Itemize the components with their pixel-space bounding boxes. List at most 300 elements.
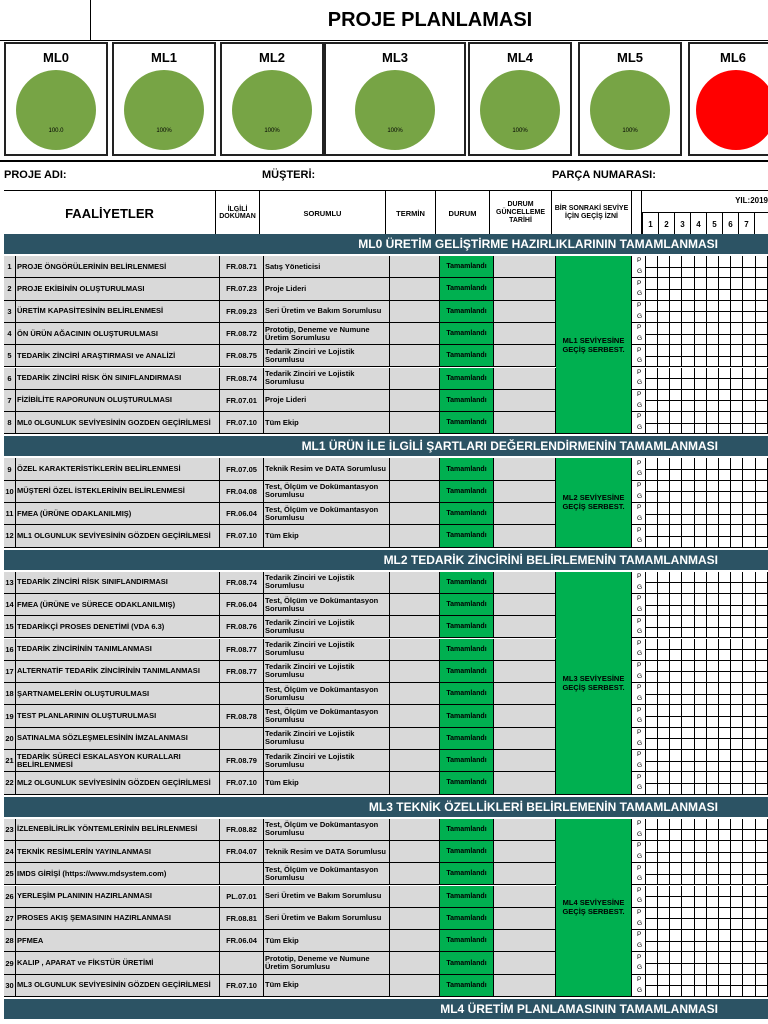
plan-label: P xyxy=(637,526,642,534)
plan-actual-cell xyxy=(636,772,646,793)
activity-cell: TEDARİK ZİNCİRİ ARAŞTIRMASI ve ANALİZİ xyxy=(16,345,220,366)
doc-cell: FR.08.74 xyxy=(220,572,264,593)
gantt-row-divider xyxy=(646,491,768,492)
responsible-cell: Tüm Ekip xyxy=(264,975,390,996)
status-cell: Tamamlandı xyxy=(440,616,494,637)
responsible-cell: Prototip, Deneme ve Numune Üretim Sorumlusu xyxy=(264,952,390,973)
table-row xyxy=(4,412,768,434)
plan-label: P xyxy=(637,324,642,332)
actual-label: G xyxy=(637,605,643,613)
activity-cell: FMEA (ÜRÜNE ve SÜRECE ODAKLANILMIŞ) xyxy=(16,594,220,615)
deadline-cell xyxy=(390,368,440,389)
status-cell: Tamamlandı xyxy=(440,683,494,704)
row-number: 7 xyxy=(4,390,16,411)
status-cell: Tamamlandı xyxy=(440,886,494,907)
doc-cell: FR.07.10 xyxy=(220,525,264,546)
responsible-cell: Seri Üretim ve Bakım Sorumlusu xyxy=(264,886,390,907)
ml-percent: 100% xyxy=(156,128,172,134)
logo-placeholder xyxy=(0,0,91,40)
deadline-cell xyxy=(390,278,440,299)
plan-label: P xyxy=(637,976,642,983)
status-cell: Tamamlandı xyxy=(440,412,494,433)
deadline-cell xyxy=(390,886,440,907)
activity-cell: ML0 OLGUNLUK SEVİYESİNİN GOZDEN GEÇİRİLMESİ xyxy=(16,412,220,433)
row-number: 5 xyxy=(4,345,16,366)
update-date-cell xyxy=(494,616,556,637)
activity-cell: MÜŞTERİ ÖZEL İSTEKLERİNİN BELİRLENMESİ xyxy=(16,481,220,502)
gantt-row-divider xyxy=(646,918,768,919)
row-number: 10 xyxy=(4,481,16,502)
plan-actual-cell xyxy=(636,975,646,996)
table-row xyxy=(4,572,768,594)
activity-cell: İZLENEBİLİRLİK YÖNTEMLERİNİN BELİRLENMESİ xyxy=(16,819,220,840)
gantt-row-divider xyxy=(646,356,768,357)
table-row xyxy=(4,639,768,661)
table-row xyxy=(4,728,768,750)
update-date-cell xyxy=(494,278,556,299)
row-number: 2 xyxy=(4,278,16,299)
plan-label: P xyxy=(637,953,642,961)
actual-label: G xyxy=(637,761,643,769)
update-date-cell xyxy=(494,481,556,502)
plan-label: P xyxy=(637,639,642,647)
ml-percent: 100.0 xyxy=(48,128,64,134)
header-update-date: DURUM GÜNCELLEME TARİHİ xyxy=(490,191,552,235)
ml-progress-circle xyxy=(590,70,670,150)
responsible-cell: Test, Ölçüm ve Dokümantasyon Sorumlusu xyxy=(264,863,390,884)
deadline-cell xyxy=(390,594,440,615)
table-row xyxy=(4,301,768,323)
update-date-cell xyxy=(494,841,556,862)
responsible-cell: Tüm Ekip xyxy=(264,930,390,951)
doc-cell: FR.09.23 xyxy=(220,301,264,322)
section-header: ML0 ÜRETİM GELİŞTİRME HAZIRLIKLARININ TAMAMLANMASI xyxy=(4,234,768,254)
plan-actual-cell xyxy=(636,819,646,840)
doc-cell: FR.07.10 xyxy=(220,975,264,996)
doc-cell: FR.08.74 xyxy=(220,368,264,389)
deadline-cell xyxy=(390,819,440,840)
project-info-row xyxy=(0,162,768,190)
doc-cell: FR.08.76 xyxy=(220,616,264,637)
customer-label: MÜŞTERİ: xyxy=(262,169,316,181)
table-row xyxy=(4,503,768,525)
status-cell: Tamamlandı xyxy=(440,750,494,771)
activity-cell: PROJE EKİBİNİN OLUŞTURULMASI xyxy=(16,278,220,299)
plan-actual-cell xyxy=(636,616,646,637)
status-cell: Tamamlandı xyxy=(440,323,494,344)
table-row xyxy=(4,256,768,278)
actual-label: G xyxy=(637,942,643,950)
actual-label: G xyxy=(637,312,643,320)
activity-cell: PROJE ÖNGÖRÜLERİNİN BELİRLENMESİ xyxy=(16,256,220,277)
table-row xyxy=(4,594,768,616)
doc-cell: FR.07.01 xyxy=(220,390,264,411)
ml-box-4 xyxy=(468,42,572,156)
gantt-row-divider xyxy=(646,985,768,986)
update-date-cell xyxy=(494,390,556,411)
row-number: 22 xyxy=(4,772,16,793)
status-cell: Tamamlandı xyxy=(440,458,494,479)
plan-actual-cell xyxy=(636,841,646,862)
plan-actual-cell xyxy=(636,930,646,951)
deadline-cell xyxy=(390,390,440,411)
part-number-label: PARÇA NUMARASI: xyxy=(552,169,656,181)
responsible-cell: Tedarik Zinciri ve Lojistik Sorumlusu xyxy=(264,572,390,593)
plan-label: P xyxy=(637,819,642,827)
actual-label: G xyxy=(637,470,643,478)
doc-cell: FR.07.05 xyxy=(220,458,264,479)
plan-label: P xyxy=(637,257,642,265)
plan-actual-cell xyxy=(636,256,646,277)
status-cell: Tamamlandı xyxy=(440,525,494,546)
plan-actual-cell xyxy=(636,481,646,502)
activity-cell: ŞARTNAMELERİN OLUŞTURULMASI xyxy=(16,683,220,704)
table-row xyxy=(4,975,768,997)
gantt-row-divider xyxy=(646,514,768,515)
doc-cell: FR.08.82 xyxy=(220,819,264,840)
update-date-cell xyxy=(494,368,556,389)
actual-label: G xyxy=(637,964,643,972)
deadline-cell xyxy=(390,525,440,546)
responsible-cell: Test, Ölçüm ve Dokümantasyon Sorumlusu xyxy=(264,705,390,726)
status-cell: Tamamlandı xyxy=(440,661,494,682)
activity-cell: ÖZEL KARAKTERİSTİKLERİN BELİRLENMESİ xyxy=(16,458,220,479)
plan-actual-cell xyxy=(636,323,646,344)
deadline-cell xyxy=(390,683,440,704)
row-number: 8 xyxy=(4,412,16,433)
responsible-cell: Teknik Resim ve DATA Sorumlusu xyxy=(264,841,390,862)
project-name-label: PROJE ADI: xyxy=(4,169,67,181)
month-header-cell: 5 xyxy=(706,213,722,235)
actual-label: G xyxy=(637,267,643,275)
update-date-cell xyxy=(494,819,556,840)
section-header: ML3 TEKNİK ÖZELLİKLERİ BELİRLEMENİN TAMAMLANMASI xyxy=(4,797,768,817)
status-cell: Tamamlandı xyxy=(440,863,494,884)
doc-cell xyxy=(220,683,264,704)
doc-cell: FR.07.10 xyxy=(220,412,264,433)
table-row xyxy=(4,886,768,908)
deadline-cell xyxy=(390,930,440,951)
update-date-cell xyxy=(494,458,556,479)
update-date-cell xyxy=(494,772,556,793)
gantt-row-divider xyxy=(646,400,768,401)
doc-cell xyxy=(220,728,264,749)
row-number: 30 xyxy=(4,975,16,996)
table-row xyxy=(4,481,768,503)
responsible-cell: Proje Lideri xyxy=(264,390,390,411)
table-row xyxy=(4,819,768,841)
responsible-cell: Test, Ölçüm ve Dokümantasyon Sorumlusu xyxy=(264,481,390,502)
gantt-row-divider xyxy=(646,423,768,424)
activity-cell: FMEA (ÜRÜNE ODAKLANILMIŞ) xyxy=(16,503,220,524)
month-header-cell: 7 xyxy=(738,213,754,235)
row-number: 20 xyxy=(4,728,16,749)
ml-box-5 xyxy=(578,42,682,156)
update-date-cell xyxy=(494,952,556,973)
plan-label: P xyxy=(637,751,642,759)
status-cell: Tamamlandı xyxy=(440,705,494,726)
plan-actual-cell xyxy=(636,503,646,524)
responsible-cell: Tedarik Zinciri ve Lojistik Sorumlusu xyxy=(264,345,390,366)
ml-box-0 xyxy=(4,42,108,156)
ml-label: ML1 xyxy=(151,50,177,65)
month-header-cell: 6 xyxy=(722,213,738,235)
plan-actual-cell xyxy=(636,458,646,479)
next-level-permit: ML3 SEVİYESİNE GEÇİŞ SERBEST. xyxy=(556,572,632,794)
table-row xyxy=(4,772,768,794)
header-months xyxy=(642,213,768,235)
plan-actual-cell xyxy=(636,952,646,973)
next-level-permit: ML1 SEVİYESİNE GEÇİŞ SERBEST. xyxy=(556,256,632,433)
update-date-cell xyxy=(494,728,556,749)
status-cell: Tamamlandı xyxy=(440,345,494,366)
gantt-row-divider xyxy=(646,649,768,650)
plan-label: P xyxy=(637,572,642,580)
responsible-cell: Seri Üretim ve Bakım Sorumlusu xyxy=(264,301,390,322)
table-row xyxy=(4,661,768,683)
actual-label: G xyxy=(637,650,643,658)
ml-label: ML0 xyxy=(43,50,69,65)
plan-label: P xyxy=(637,482,642,489)
row-number: 29 xyxy=(4,952,16,973)
status-cell: Tamamlandı xyxy=(440,572,494,593)
month-header-cell xyxy=(754,213,768,235)
actual-label: G xyxy=(637,897,643,905)
gantt-row-divider xyxy=(646,378,768,379)
status-cell: Tamamlandı xyxy=(440,256,494,277)
deadline-cell xyxy=(390,412,440,433)
plan-label: P xyxy=(637,729,642,736)
actual-label: G xyxy=(637,379,643,387)
update-date-cell xyxy=(494,750,556,771)
update-date-cell xyxy=(494,503,556,524)
plan-label: P xyxy=(637,413,642,421)
gantt-row-divider xyxy=(646,874,768,875)
plan-label: P xyxy=(637,459,642,467)
deadline-cell xyxy=(390,639,440,660)
deadline-cell xyxy=(390,772,440,793)
status-cell: Tamamlandı xyxy=(440,390,494,411)
update-date-cell xyxy=(494,930,556,951)
responsible-cell: Satış Yöneticisi xyxy=(264,256,390,277)
ml-box-2 xyxy=(220,42,324,156)
row-number: 23 xyxy=(4,819,16,840)
actual-label: G xyxy=(637,784,643,792)
responsible-cell: Test, Ölçüm ve Dokümantasyon Sorumlusu xyxy=(264,819,390,840)
doc-cell xyxy=(220,952,264,973)
gantt-row-divider xyxy=(646,627,768,628)
table-row xyxy=(4,863,768,885)
update-date-cell xyxy=(494,525,556,546)
ml-progress-circle xyxy=(124,70,204,150)
month-header-cell: 1 xyxy=(642,213,658,235)
activity-cell: SATINALMA SÖZLEŞMELESİNİN İMZALANMASI xyxy=(16,728,220,749)
row-number: 27 xyxy=(4,908,16,929)
plan-actual-cell xyxy=(636,750,646,771)
activity-cell: ÖN ÜRÜN AĞACININ OLUŞTURULMASI xyxy=(16,323,220,344)
ml-progress-circle xyxy=(480,70,560,150)
deadline-cell xyxy=(390,503,440,524)
actual-label: G xyxy=(637,695,643,703)
row-number: 24 xyxy=(4,841,16,862)
plan-actual-cell xyxy=(636,301,646,322)
actual-label: G xyxy=(637,830,643,838)
activity-cell: TEDARİK ZİNCİRİNİN TANIMLANMASI xyxy=(16,639,220,660)
gantt-row-divider xyxy=(646,536,768,537)
gantt-row-divider xyxy=(646,829,768,830)
activity-cell: TEDARİK SÜRECİ ESKALASYON KURALLARI BELİRLENMESİ xyxy=(16,750,220,771)
header-pg-spacer xyxy=(632,191,642,235)
ml-percent: 100% xyxy=(264,128,280,134)
responsible-cell: Tüm Ekip xyxy=(264,525,390,546)
plan-actual-cell xyxy=(636,278,646,299)
row-number: 26 xyxy=(4,886,16,907)
gantt-row-divider xyxy=(646,896,768,897)
plan-label: P xyxy=(637,595,642,603)
plan-label: P xyxy=(637,301,642,309)
status-cell: Tamamlandı xyxy=(440,819,494,840)
update-date-cell xyxy=(494,323,556,344)
plan-actual-cell xyxy=(636,345,646,366)
row-number: 15 xyxy=(4,616,16,637)
header-status: DURUM xyxy=(436,191,490,235)
ml-progress-circle xyxy=(355,70,435,150)
gantt-row-divider xyxy=(646,671,768,672)
plan-label: P xyxy=(637,662,642,670)
actual-label: G xyxy=(637,875,643,883)
update-date-cell xyxy=(494,908,556,929)
plan-actual-cell xyxy=(636,728,646,749)
header-year: YIL:2019 xyxy=(642,191,768,213)
status-cell: Tamamlandı xyxy=(440,301,494,322)
responsible-cell: Tedarik Zinciri ve Lojistik Sorumlusu xyxy=(264,616,390,637)
gantt-row-divider xyxy=(646,582,768,583)
plan-label: P xyxy=(637,504,642,512)
status-cell: Tamamlandı xyxy=(440,503,494,524)
gantt-row-divider xyxy=(646,334,768,335)
doc-cell: FR.06.04 xyxy=(220,930,264,951)
row-number: 25 xyxy=(4,863,16,884)
ml-label: ML3 xyxy=(382,50,408,65)
table-row xyxy=(4,323,768,345)
update-date-cell xyxy=(494,345,556,366)
deadline-cell xyxy=(390,975,440,996)
actual-label: G xyxy=(637,672,643,680)
activity-cell: TEDARİK ZİNCİRİ RİSK ÖN SINIFLANDIRMASI xyxy=(16,368,220,389)
row-number: 14 xyxy=(4,594,16,615)
actual-label: G xyxy=(637,919,643,927)
doc-cell: FR.08.75 xyxy=(220,345,264,366)
ml-progress-circle xyxy=(232,70,312,150)
update-date-cell xyxy=(494,594,556,615)
plan-label: P xyxy=(637,886,642,894)
update-date-cell xyxy=(494,572,556,593)
header-responsible: SORUMLU xyxy=(260,191,386,235)
gantt-row-divider xyxy=(646,941,768,942)
doc-cell: FR.06.04 xyxy=(220,503,264,524)
table-row xyxy=(4,390,768,412)
plan-actual-cell xyxy=(636,639,646,660)
status-cell: Tamamlandı xyxy=(440,481,494,502)
gantt-row-divider xyxy=(646,783,768,784)
ml-progress-circle xyxy=(16,70,96,150)
responsible-cell: Tedarik Zinciri ve Lojistik Sorumlusu xyxy=(264,639,390,660)
responsible-cell: Test, Ölçüm ve Dokümantasyon Sorumlusu xyxy=(264,503,390,524)
row-number: 19 xyxy=(4,705,16,726)
gantt-row-divider xyxy=(646,963,768,964)
plan-actual-cell xyxy=(636,683,646,704)
status-cell: Tamamlandı xyxy=(440,930,494,951)
row-number: 1 xyxy=(4,256,16,277)
update-date-cell xyxy=(494,863,556,884)
plan-actual-cell xyxy=(636,572,646,593)
section-header: ML2 TEDARİK ZİNCİRİNİ BELİRLEMENİN TAMAMLANMASI xyxy=(4,550,768,570)
row-number: 21 xyxy=(4,750,16,771)
doc-cell: FR.06.04 xyxy=(220,594,264,615)
responsible-cell: Tedarik Zinciri ve Lojistik Sorumlusu xyxy=(264,368,390,389)
doc-cell: FR.08.79 xyxy=(220,750,264,771)
month-header-cell: 4 xyxy=(690,213,706,235)
ml-box-1 xyxy=(112,42,216,156)
update-date-cell xyxy=(494,301,556,322)
update-date-cell xyxy=(494,639,556,660)
status-cell: Tamamlandı xyxy=(440,278,494,299)
responsible-cell: Seri Üretim ve Bakım Sorumlusu xyxy=(264,908,390,929)
status-cell: Tamamlandı xyxy=(440,728,494,749)
table-row xyxy=(4,278,768,300)
update-date-cell xyxy=(494,661,556,682)
ml-label: ML2 xyxy=(259,50,285,65)
activity-cell: KALIP , APARAT ve FİKSTÜR ÜRETİMİ xyxy=(16,952,220,973)
deadline-cell xyxy=(390,323,440,344)
status-cell: Tamamlandı xyxy=(440,952,494,973)
deadline-cell xyxy=(390,458,440,479)
table-row xyxy=(4,750,768,772)
plan-label: P xyxy=(637,279,642,287)
deadline-cell xyxy=(390,750,440,771)
ml-box-3 xyxy=(324,42,466,156)
activity-cell: FİZİBİLİTE RAPORUNUN OLUŞTURULMASI xyxy=(16,390,220,411)
doc-cell xyxy=(220,863,264,884)
row-number: 18 xyxy=(4,683,16,704)
section-header: ML4 ÜRETİM PLANLAMASININ TAMAMLANMASI xyxy=(4,999,768,1019)
status-cell: Tamamlandı xyxy=(440,975,494,996)
status-cell: Tamamlandı xyxy=(440,368,494,389)
header-next-level: BİR SONRAKİ SEVİYE İÇİN GEÇİŞ İZNİ xyxy=(552,191,632,235)
header-deadline: TERMİN xyxy=(386,191,436,235)
status-cell: Tamamlandı xyxy=(440,639,494,660)
activity-cell: YERLEŞİM PLANININ HAZIRLANMASI xyxy=(16,886,220,907)
table-header xyxy=(4,190,768,236)
activity-cell: ML3 OLGUNLUK SEVİYESİNİN GÖZDEN GEÇİRİLMESİ xyxy=(16,975,220,996)
ml-percent: 100% xyxy=(512,128,528,134)
responsible-cell: Tüm Ekip xyxy=(264,412,390,433)
activity-cell: PFMEA xyxy=(16,930,220,951)
status-cell: Tamamlandı xyxy=(440,841,494,862)
plan-actual-cell xyxy=(636,661,646,682)
gantt-row-divider xyxy=(646,605,768,606)
table-row xyxy=(4,930,768,952)
row-number: 11 xyxy=(4,503,16,524)
responsible-cell: Test, Ölçüm ve Dokümantasyon Sorumlusu xyxy=(264,683,390,704)
actual-label: G xyxy=(637,537,643,545)
table-row xyxy=(4,616,768,638)
ml-label: ML6 xyxy=(720,50,746,65)
plan-actual-cell xyxy=(636,525,646,546)
next-level-permit: ML2 SEVİYESİNE GEÇİŞ SERBEST. xyxy=(556,458,632,546)
title-bar xyxy=(0,0,768,41)
plan-label: P xyxy=(637,617,642,625)
